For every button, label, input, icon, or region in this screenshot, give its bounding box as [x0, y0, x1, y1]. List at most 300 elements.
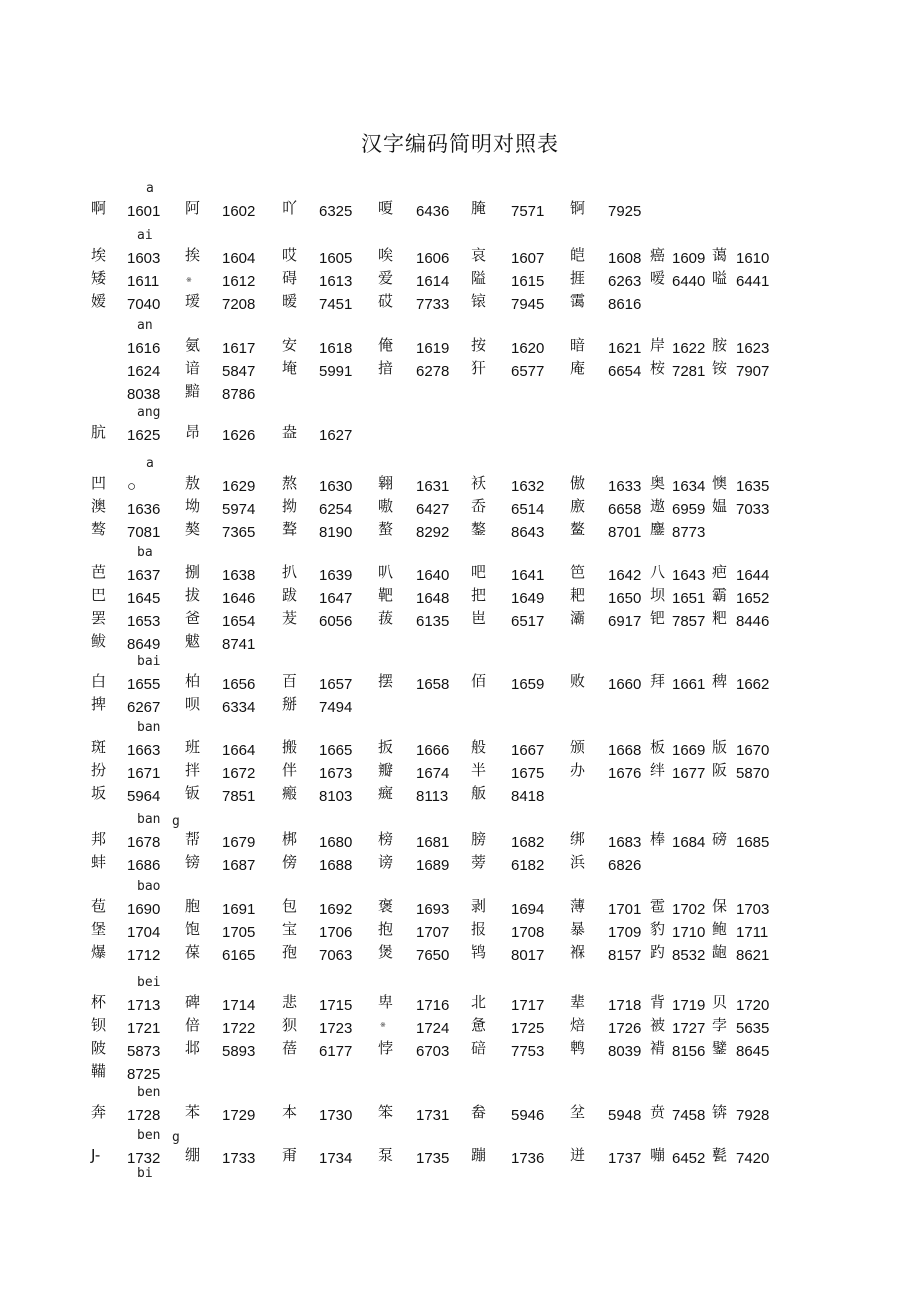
table-cell-char: 獒 — [185, 520, 201, 538]
table-cell-char: 嗄 — [378, 199, 394, 217]
table-cell-char: 吖 — [282, 199, 298, 217]
table-cell-char: 贲 — [650, 1103, 666, 1121]
table-cell-char: 版 — [712, 738, 728, 756]
table-cell-code: 6452 — [672, 1150, 706, 1167]
table-cell-code: 1735 — [416, 1150, 450, 1167]
table-cell-code: 1615 — [511, 273, 545, 290]
table-cell-code: 1731 — [416, 1107, 450, 1124]
table-cell-char: 暗 — [570, 336, 586, 354]
table-cell-code: 6325 — [319, 203, 353, 220]
table-cell-char: 昂 — [185, 423, 201, 441]
table-cell-char: 锛 — [712, 1103, 728, 1121]
table-cell-char: 孢 — [282, 943, 298, 961]
table-cell-char: 螯 — [378, 520, 394, 538]
table-cell-char: 拗 — [282, 497, 298, 515]
table-cell-char: 氨 — [185, 336, 201, 354]
table-cell-code: 1627 — [319, 427, 353, 444]
table-cell-char: 哎 — [282, 246, 298, 264]
table-cell-char: 疤 — [712, 563, 728, 581]
table-cell-code: 1658 — [416, 676, 450, 693]
table-cell-code: 8038 — [127, 386, 161, 403]
table-cell-char: 蓓 — [282, 1039, 298, 1057]
pinyin-heading: ang — [137, 405, 161, 420]
table-cell-char: 斑 — [91, 738, 107, 756]
pinyin-heading: ban — [137, 720, 161, 735]
table-cell-char: 聱 — [282, 520, 298, 538]
table-cell-code: 8701 — [608, 524, 642, 541]
table-cell-char: 薄 — [570, 897, 586, 915]
table-cell-code: 1641 — [511, 567, 545, 584]
table-cell-char: 鐾 — [712, 1039, 728, 1057]
table-cell-code: 6436 — [416, 203, 450, 220]
table-cell-code: 8156 — [672, 1043, 706, 1060]
table-cell-code: 1640 — [416, 567, 450, 584]
table-cell-char: 搬 — [282, 738, 298, 756]
table-cell-char: 焙 — [570, 1016, 586, 1034]
table-cell-code: 1660 — [608, 676, 642, 693]
table-cell-char: 鏊 — [471, 520, 487, 538]
table-cell-code: 7063 — [319, 947, 353, 964]
table-cell-char: 帮 — [185, 830, 201, 848]
table-cell-char: 惫 — [471, 1016, 487, 1034]
table-cell-code: 1692 — [319, 901, 353, 918]
table-cell-code: 1624 — [127, 363, 161, 380]
table-cell-char: 胞 — [185, 897, 201, 915]
table-cell-code: 1608 — [608, 250, 642, 267]
table-cell-code: 1667 — [511, 742, 545, 759]
table-cell-char: 岸 — [650, 336, 666, 354]
table-cell-code: 1659 — [511, 676, 545, 693]
table-cell-char: 黯 — [185, 382, 201, 400]
table-cell-code: 1716 — [416, 997, 450, 1014]
pinyin-heading: bao — [137, 879, 161, 894]
table-cell-code: 7907 — [736, 363, 770, 380]
table-cell-char: 肮 — [91, 423, 107, 441]
table-cell-code: 5946 — [511, 1107, 545, 1124]
table-cell-code: 1714 — [222, 997, 256, 1014]
table-cell-code: 1683 — [608, 834, 642, 851]
table-cell-code: 1625 — [127, 427, 161, 444]
table-cell-char: 懊 — [712, 474, 728, 492]
table-cell-char: 绷 — [185, 1146, 201, 1164]
table-cell-code: 1712 — [127, 947, 161, 964]
table-cell-code: 1662 — [736, 676, 770, 693]
table-cell-code: 8649 — [127, 636, 161, 653]
table-cell-code: 6514 — [511, 501, 545, 518]
table-cell-code: 1609 — [672, 250, 706, 267]
table-cell-char: 耙 — [570, 586, 586, 604]
table-cell-code: 1634 — [672, 478, 706, 495]
table-cell-code: 1713 — [127, 997, 161, 1014]
table-cell-code: 1736 — [511, 1150, 545, 1167]
table-cell-char: 褒 — [378, 897, 394, 915]
table-cell-code: 6440 — [672, 273, 706, 290]
table-cell-code: 1602 — [222, 203, 256, 220]
table-cell-char: 唉 — [378, 246, 394, 264]
table-cell-char: 报 — [471, 920, 487, 938]
table-cell-char: 拔 — [185, 586, 201, 604]
pinyin-heading: bei — [137, 975, 161, 990]
table-cell-char: 灞 — [570, 609, 586, 627]
table-cell-char: 悖 — [378, 1039, 394, 1057]
table-cell-code: 1661 — [672, 676, 706, 693]
table-cell-char: 辈 — [570, 993, 586, 1011]
table-cell-char: 迸 — [570, 1146, 586, 1164]
pinyin-heading: ba — [137, 545, 153, 560]
table-cell-code: 1727 — [672, 1020, 706, 1037]
table-cell-char: 本 — [282, 1103, 298, 1121]
table-cell-code: 8418 — [511, 788, 545, 805]
table-cell-code: 1729 — [222, 1107, 256, 1124]
table-cell-char: 锿 — [471, 292, 487, 310]
table-cell-char: 笨 — [378, 1103, 394, 1121]
table-cell-char: 鳌 — [570, 520, 586, 538]
table-cell-char: 苯 — [185, 1103, 201, 1121]
table-cell-code: 1617 — [222, 340, 256, 357]
table-cell-char: 嗌 — [712, 269, 728, 287]
table-cell-char: 扒 — [282, 563, 298, 581]
table-cell-code: 1621 — [608, 340, 642, 357]
table-cell-code: 8643 — [511, 524, 545, 541]
table-cell-char: J- — [91, 1146, 101, 1164]
table-cell-code: 1672 — [222, 765, 256, 782]
table-cell-char: 魃 — [185, 632, 201, 650]
table-cell-char: 暴 — [570, 920, 586, 938]
table-cell-char: 鲅 — [91, 632, 107, 650]
table-cell-code: 7857 — [672, 613, 706, 630]
table-cell-char: 贝 — [712, 993, 728, 1011]
table-cell-code: 7925 — [608, 203, 642, 220]
table-cell-code: 6427 — [416, 501, 450, 518]
table-cell-code: 1679 — [222, 834, 256, 851]
table-cell-code: 1654 — [222, 613, 256, 630]
table-cell-char: 瑷 — [185, 292, 201, 310]
table-cell-code: 1670 — [736, 742, 770, 759]
table-cell-char: 跋 — [282, 586, 298, 604]
table-cell-code: 1605 — [319, 250, 353, 267]
table-cell-code: 8773 — [672, 524, 706, 541]
table-cell-char: 靶 — [378, 586, 394, 604]
table-cell-code: 1619 — [416, 340, 450, 357]
table-cell-char: 谤 — [378, 853, 394, 871]
table-cell-code: 8157 — [608, 947, 642, 964]
table-cell-code: 1728 — [127, 1107, 161, 1124]
table-cell-code: 8532 — [672, 947, 706, 964]
table-cell-code: 1636 — [127, 501, 161, 518]
table-cell-code: 6135 — [416, 613, 450, 630]
table-cell-code: 1632 — [511, 478, 545, 495]
table-cell-char: 板 — [650, 738, 666, 756]
table-cell-char: 埃 — [91, 246, 107, 264]
table-cell-code: 1691 — [222, 901, 256, 918]
pinyin-suffix: g — [172, 1130, 180, 1145]
table-cell-char: 骜 — [91, 520, 107, 538]
table-cell-char: 粑 — [712, 609, 728, 627]
table-cell-char: 哀 — [471, 246, 487, 264]
table-cell-char: 岜 — [471, 609, 487, 627]
table-cell-code: 8645 — [736, 1043, 770, 1060]
table-cell-char: 阪 — [712, 761, 728, 779]
table-cell-code: 1701 — [608, 901, 642, 918]
table-cell-code: 1722 — [222, 1020, 256, 1037]
table-cell-code: 1647 — [319, 590, 353, 607]
table-cell-char: 柏 — [185, 672, 201, 690]
table-cell-char: 袄 — [471, 474, 487, 492]
table-cell-code: 1603 — [127, 250, 161, 267]
table-cell-code: 7494 — [319, 699, 353, 716]
table-cell-char: 翱 — [378, 474, 394, 492]
table-cell-char: 绊 — [650, 761, 666, 779]
table-cell-char: 嗳 — [650, 269, 666, 287]
table-cell-char: 阿 — [185, 199, 201, 217]
pinyin-heading: a — [146, 181, 154, 196]
table-cell-code: 8741 — [222, 636, 256, 653]
table-cell-char: 俺 — [378, 336, 394, 354]
table-cell-char: 颁 — [570, 738, 586, 756]
pinyin-heading: ai — [137, 228, 153, 243]
table-cell-char: 霭 — [570, 292, 586, 310]
table-cell-char: 暧 — [282, 292, 298, 310]
tiny-mark: ※ — [186, 276, 192, 284]
table-cell-code: 1680 — [319, 834, 353, 851]
table-cell-code: 1629 — [222, 478, 256, 495]
table-cell-code: 1737 — [608, 1150, 642, 1167]
table-cell-char: 叭 — [378, 563, 394, 581]
table-cell-code: ○ — [127, 478, 137, 495]
table-cell-char: 澳 — [91, 497, 107, 515]
table-cell-char: 杯 — [91, 993, 107, 1011]
table-cell-char: 敖 — [185, 474, 201, 492]
pinyin-heading: ben — [137, 1128, 161, 1143]
table-cell-char: 趵 — [650, 943, 666, 961]
table-cell-code: 1717 — [511, 997, 545, 1014]
table-cell-char: 蹦 — [471, 1146, 487, 1164]
table-cell-code: 1705 — [222, 924, 256, 941]
table-cell-code: 1607 — [511, 250, 545, 267]
tiny-mark: ※ — [380, 1021, 386, 1029]
table-cell-code: 1637 — [127, 567, 161, 584]
table-cell-char: 碍 — [282, 269, 298, 287]
table-cell-char: 傍 — [282, 853, 298, 871]
table-cell-code: 1702 — [672, 901, 706, 918]
table-cell-code: 1630 — [319, 478, 353, 495]
table-cell-code: 1684 — [672, 834, 706, 851]
table-cell-char: 狈 — [282, 1016, 298, 1034]
table-cell-char: 舨 — [471, 784, 487, 802]
table-cell-code: 6278 — [416, 363, 450, 380]
table-cell-code: 6165 — [222, 947, 256, 964]
table-cell-char: 矮 — [91, 269, 107, 287]
table-cell-code: 1688 — [319, 857, 353, 874]
table-cell-code: 1704 — [127, 924, 161, 941]
table-cell-code: 8292 — [416, 524, 450, 541]
table-cell-char: 罢 — [91, 609, 107, 627]
table-cell-code: 8725 — [127, 1066, 161, 1083]
table-cell-char: 稗 — [712, 672, 728, 690]
table-cell-code: 1638 — [222, 567, 256, 584]
table-cell-char: 盎 — [282, 423, 298, 441]
table-cell-char: 瓣 — [378, 761, 394, 779]
table-cell-char: 捭 — [91, 695, 107, 713]
table-cell-code: 1734 — [319, 1150, 353, 1167]
table-cell-char: 白 — [91, 672, 107, 690]
table-cell-char: 鏖 — [650, 520, 666, 538]
table-cell-code: 1614 — [416, 273, 450, 290]
table-cell-code: 1720 — [736, 997, 770, 1014]
table-cell-char: 碑 — [185, 993, 201, 1011]
table-cell-code: 1664 — [222, 742, 256, 759]
table-cell-char: 皑 — [570, 246, 586, 264]
table-cell-char: 钯 — [650, 609, 666, 627]
table-cell-code: 1719 — [672, 997, 706, 1014]
table-cell-code: 7208 — [222, 296, 256, 313]
table-cell-code: 6334 — [222, 699, 256, 716]
table-cell-code: 6654 — [608, 363, 642, 380]
table-cell-code: 1611 — [127, 273, 160, 290]
pinyin-heading: bai — [137, 654, 161, 669]
table-cell-code: 1616 — [127, 340, 161, 357]
table-cell-code: 1682 — [511, 834, 545, 851]
table-cell-code: 1693 — [416, 901, 450, 918]
table-cell-char: 宝 — [282, 920, 298, 938]
table-cell-char: 办 — [570, 761, 586, 779]
table-cell-char: 葆 — [185, 943, 201, 961]
table-cell-char: 瘢 — [282, 784, 298, 802]
table-cell-char: 捱 — [570, 269, 586, 287]
table-cell-code: 5893 — [222, 1043, 256, 1060]
table-cell-char: 岙 — [471, 497, 487, 515]
table-cell-code: 1694 — [511, 901, 545, 918]
table-cell-char: 安 — [282, 336, 298, 354]
table-cell-char: 八 — [650, 563, 666, 581]
table-cell-code: 1677 — [672, 765, 706, 782]
table-cell-char: 鸨 — [471, 943, 487, 961]
table-cell-code: 7451 — [319, 296, 353, 313]
table-cell-char: 浜 — [570, 853, 586, 871]
table-cell-char: 鲍 — [712, 920, 728, 938]
table-cell-char: 揞 — [378, 359, 394, 377]
table-cell-code: 6517 — [511, 613, 545, 630]
table-cell-code: 1646 — [222, 590, 256, 607]
table-cell-code: 6703 — [416, 1043, 450, 1060]
table-cell-code: 6441 — [736, 273, 770, 290]
table-cell-char: 保 — [712, 897, 728, 915]
table-cell-code: 1718 — [608, 997, 642, 1014]
table-cell-code: 6826 — [608, 857, 642, 874]
table-cell-char: 嘣 — [650, 1146, 666, 1164]
table-cell-char: 邶 — [185, 1039, 201, 1057]
table-cell-char: 钣 — [185, 784, 201, 802]
table-cell-code: 5873 — [127, 1043, 161, 1060]
table-cell-char: 庵 — [570, 359, 586, 377]
table-cell-code: 1648 — [416, 590, 450, 607]
table-cell-code: 1715 — [319, 997, 353, 1014]
table-cell-code: 8621 — [736, 947, 770, 964]
table-cell-code: 1612 — [222, 273, 256, 290]
table-cell-char: 拜 — [650, 672, 666, 690]
table-cell-char: 磅 — [712, 830, 728, 848]
table-cell-char: 蒡 — [471, 853, 487, 871]
pinyin-heading: a — [146, 456, 154, 471]
table-cell-code: 1618 — [319, 340, 353, 357]
table-cell-char: 茇 — [282, 609, 298, 627]
table-cell-char: 般 — [471, 738, 487, 756]
table-cell-char: 嗷 — [378, 497, 394, 515]
table-cell-code: 7420 — [736, 1150, 770, 1167]
table-cell-char: 铵 — [712, 359, 728, 377]
table-cell-char: 奥 — [650, 474, 666, 492]
table-cell-code: 5847 — [222, 363, 256, 380]
table-cell-char: 啊 — [91, 199, 107, 217]
table-cell-char: 龅 — [712, 943, 728, 961]
table-cell-char: 膀 — [471, 830, 487, 848]
table-cell-code: 1707 — [416, 924, 450, 941]
pinyin-heading: bi — [137, 1166, 153, 1181]
table-cell-code: 8446 — [736, 613, 770, 630]
table-cell-code: 8786 — [222, 386, 256, 403]
table-cell-char: 坝 — [650, 586, 666, 604]
table-cell-code: 1643 — [672, 567, 706, 584]
table-cell-char: 畚 — [471, 1103, 487, 1121]
table-cell-char: 爆 — [91, 943, 107, 961]
table-cell-code: 5991 — [319, 363, 353, 380]
table-cell-code: 6254 — [319, 501, 353, 518]
table-cell-code: 1650 — [608, 590, 642, 607]
table-cell-code: 7458 — [672, 1107, 706, 1124]
table-cell-code: 1687 — [222, 857, 256, 874]
table-cell-code: 7365 — [222, 524, 256, 541]
table-cell-char: 梆 — [282, 830, 298, 848]
table-cell-code: 1633 — [608, 478, 642, 495]
table-cell-code: 6182 — [511, 857, 545, 874]
table-cell-char: 谙 — [185, 359, 201, 377]
table-cell-char: 鹎 — [570, 1039, 586, 1057]
table-cell-code: 5974 — [222, 501, 256, 518]
pinyin-suffix: g — [172, 814, 180, 829]
table-cell-code: 8190 — [319, 524, 353, 541]
table-cell-char: 癌 — [650, 246, 666, 264]
table-cell-char: 奔 — [91, 1103, 107, 1121]
table-cell-char: 呗 — [185, 695, 201, 713]
table-cell-char: 悲 — [282, 993, 298, 1011]
table-cell-code: 1678 — [127, 834, 161, 851]
table-cell-char: 爸 — [185, 609, 201, 627]
pinyin-heading: ban — [137, 812, 161, 827]
table-cell-code: 1685 — [736, 834, 770, 851]
table-cell-code: 8113 — [416, 788, 449, 805]
table-cell-char: 褓 — [570, 943, 586, 961]
table-cell-char: 败 — [570, 672, 586, 690]
table-cell-code: 1690 — [127, 901, 161, 918]
table-cell-code: 1675 — [511, 765, 545, 782]
table-cell-code: 8616 — [608, 296, 642, 313]
table-cell-char: 卑 — [378, 993, 394, 1011]
table-cell-code: 1708 — [511, 924, 545, 941]
table-cell-code: 1656 — [222, 676, 256, 693]
table-cell-code: 1613 — [319, 273, 353, 290]
table-cell-char: 邦 — [91, 830, 107, 848]
table-cell-char: 被 — [650, 1016, 666, 1034]
table-cell-code: 1665 — [319, 742, 353, 759]
table-cell-code: 1645 — [127, 590, 161, 607]
table-cell-code: 1626 — [222, 427, 256, 444]
table-cell-code: 1657 — [319, 676, 353, 693]
table-cell-char: 捌 — [185, 563, 201, 581]
table-cell-char: 饱 — [185, 920, 201, 938]
table-cell-code: 7928 — [736, 1107, 770, 1124]
table-cell-char: 砹 — [378, 292, 394, 310]
table-cell-char: 锕 — [570, 199, 586, 217]
